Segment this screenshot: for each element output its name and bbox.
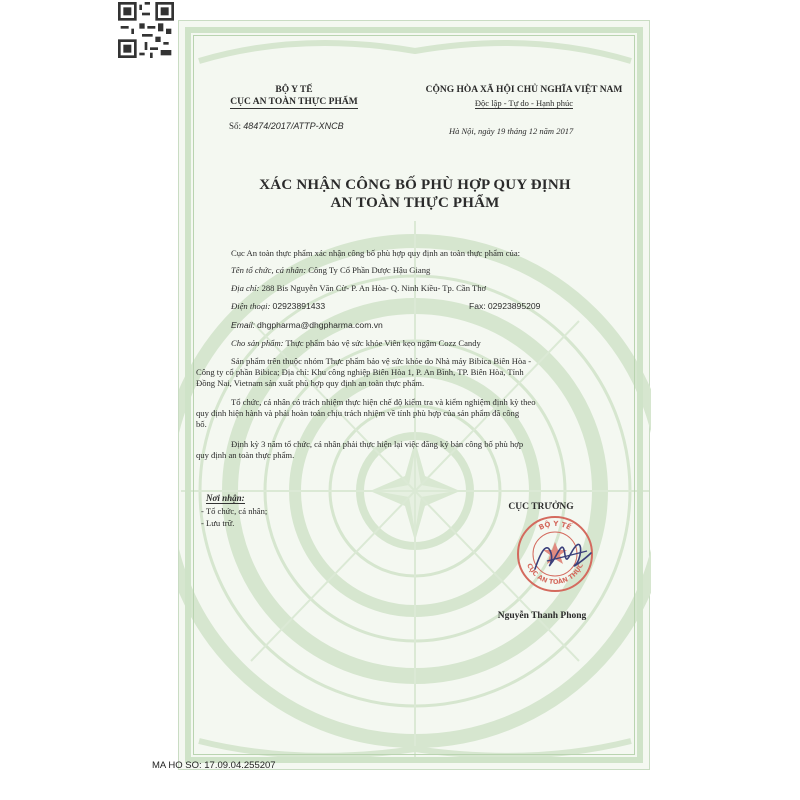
handwritten-signature: [527, 531, 597, 581]
intro-text: Cục An toàn thực phẩm xác nhận công bố phù hợp quy định an toàn thực phẩm của:: [231, 248, 521, 258]
document-number: [229, 121, 344, 131]
org-label: Tên tổ chức, cá nhân:: [231, 265, 307, 275]
stamp-ring-text: CỤC AN TOÀN THỰC: [525, 562, 585, 587]
document-title-line1: XÁC NHẬN CÔNG BỐ PHÙ HỢP QUY ĐỊNH: [259, 177, 571, 193]
phone-value: 02923891433: [272, 301, 326, 311]
scope-paragraph-line2: Công ty cổ phần Bibica; Địa chỉ: Khu công nghiệp Biên Hòa 1, P. An Bình, TP. Biên Hòa, Tỉnh: [196, 367, 524, 377]
stamp-top-text: BỘ Y TẾ: [537, 519, 573, 532]
responsibility-paragraph-line2: quy định hiện hành và phải hoàn toàn chịu trách nhiệm về tính phù hợp của sản phẩm đã công: [196, 408, 520, 418]
fax-label: Fax:: [469, 301, 486, 311]
renewal-paragraph-line2: quy định an toàn thực phẩm.: [196, 450, 295, 460]
recipients-title: Nơi nhận:: [206, 493, 245, 503]
issue-date: Hà Nội, ngày 19 tháng 12 năm 2017: [449, 126, 574, 136]
product-label: Cho sản phẩm:: [231, 338, 284, 348]
fax-row: [469, 301, 540, 312]
inner-border: [193, 35, 635, 755]
renewal-paragraph-line1: Định kỳ 3 năm tổ chức, cá nhân phải thực hiện lại việc đăng ký bản công bố phù hợp: [231, 439, 524, 449]
phone-label: Điện thoại:: [231, 301, 271, 311]
recipient-item: - Lưu trữ.: [201, 518, 235, 528]
country-name: CỘNG HÒA XÃ HỘI CHỦ NGHĨA VIỆT NAM: [425, 85, 623, 95]
address-value: 288 Bis Nguyễn Văn Cừ- P. An Hòa- Q. Ninh Kiều- Tp. Cần Thơ: [261, 283, 487, 293]
org-value: Công Ty Cổ Phần Dược Hậu Giang: [308, 265, 431, 275]
ministry-name: BỘ Y TẾ: [275, 85, 313, 95]
national-motto: [405, 98, 643, 108]
responsibility-paragraph-line1: Tổ chức, cá nhân có trách nhiệm thực hiện chế độ kiểm tra và kiểm nghiệm định kỳ theo: [231, 397, 536, 407]
file-code: MA HO SO: 17.09.04.255207: [152, 760, 276, 771]
scope-paragraph-line3: Đồng Nai, Vietnam sản xuất phù hợp quy định an toàn thực phẩm.: [196, 378, 425, 388]
email-label: Email:: [231, 320, 255, 330]
org-row: [231, 265, 430, 276]
product-row: [231, 338, 481, 349]
email-value: dhgpharma@dhgpharma.com.vn: [257, 320, 383, 330]
signer-name: Nguyễn Thanh Phong: [497, 611, 587, 621]
scope-paragraph-line1: Sản phẩm trên thuộc nhóm Thực phẩm bảo vệ sức khỏe do Nhà máy Bibica Biên Hòa -: [231, 356, 532, 366]
responsibility-paragraph-line3: bố.: [196, 419, 207, 429]
document-title-line2: AN TOÀN THỰC PHẨM: [330, 195, 500, 211]
phone-row: [231, 301, 325, 312]
email-row: [231, 320, 383, 331]
qr-code: [118, 2, 174, 58]
address-row: [231, 283, 486, 294]
address-label: Địa chỉ:: [231, 283, 260, 293]
signer-title: CỤC TRƯỞNG: [508, 502, 574, 512]
certificate-document: [178, 20, 650, 770]
number-value: 48474/2017/ATTP-XNCB: [243, 121, 344, 131]
recipient-item: - Tổ chức, cá nhân;: [201, 506, 268, 516]
issuing-authority: [209, 84, 379, 109]
motto-text: Độc lập - Tự do - Hạnh phúc: [474, 98, 574, 108]
product-value: Thực phẩm bảo vệ sức khỏe Viên kẹo ngậm Cozz Candy: [285, 338, 481, 348]
number-label: Số:: [229, 121, 242, 131]
fax-value: 02923895209: [487, 301, 541, 311]
department-name: CỤC AN TOÀN THỰC PHẨM: [230, 97, 358, 107]
